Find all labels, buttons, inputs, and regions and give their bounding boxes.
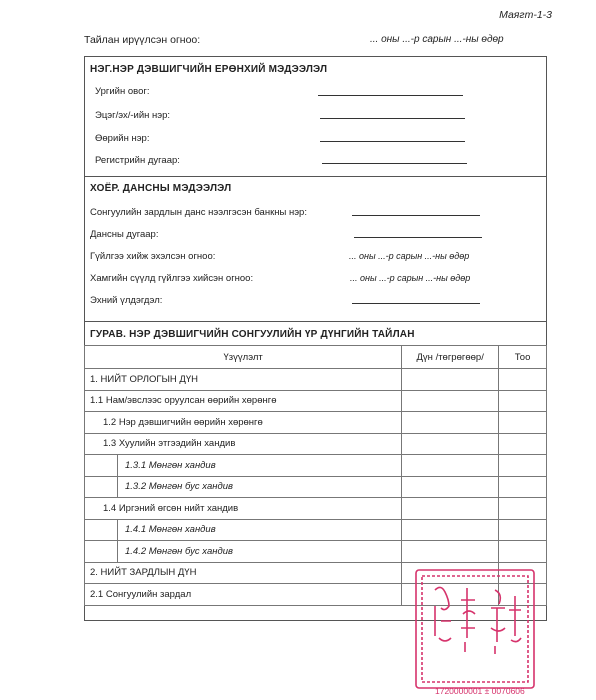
- first-transaction-date[interactable]: ... оны ...-р сарын ...-ны өдөр: [349, 251, 470, 261]
- table-row: [85, 455, 547, 477]
- section3-title: ГУРАВ. НЭР ДЭВШИГЧИЙН СОНГУУЛИЙН ҮР ДҮНГИЙН ТАЙЛАН: [90, 329, 415, 340]
- row-label: 1.1 Нам/эвслээс оруулсан өөрийн хөрөнгө: [85, 390, 402, 412]
- count-header: Тоо: [499, 346, 547, 369]
- table-row: [85, 369, 547, 391]
- row-label: 1.3.2 Мөнгөн бус хандив: [85, 476, 402, 498]
- amount-cell[interactable]: [402, 412, 499, 434]
- stamp-script-1: [435, 587, 451, 641]
- stamp-number: 1720000001 ± 0070606: [435, 686, 525, 696]
- bank-name-label: Сонгуулийн зардлын данс нээлгэсэн банкны нэр:: [90, 207, 307, 218]
- register-number-field[interactable]: [322, 163, 467, 164]
- first-transaction-label: Гүйлгээ хийж эхэлсэн огноо:: [90, 251, 216, 262]
- stamp-inner-border: [422, 576, 528, 682]
- amount-cell[interactable]: [402, 390, 499, 412]
- official-stamp: [411, 566, 539, 698]
- last-transaction-date[interactable]: ... оны ...-р сарын ...-ны өдөр: [350, 273, 471, 283]
- account-number-field[interactable]: [354, 237, 482, 238]
- row-label: 2. НИЙТ ЗАРДЛЫН ДҮН: [85, 562, 402, 584]
- report-date-value: ... оны ...-р сарын ...-ны өдөр: [370, 34, 504, 45]
- amount-header: Дүн /төгрөгөөр/: [402, 346, 499, 369]
- bank-name-field[interactable]: [352, 215, 480, 216]
- amount-cell[interactable]: [402, 476, 499, 498]
- table-row: [85, 433, 547, 455]
- stamp-script-2: [461, 588, 475, 652]
- report-date-label: Тайлан ирүүлсэн огноо:: [84, 34, 201, 46]
- table-row: [85, 412, 547, 434]
- count-cell[interactable]: [499, 498, 547, 520]
- row-label: 1.4.2 Мөнгөн бус хандив: [85, 541, 402, 563]
- table-row: [85, 519, 547, 541]
- table-row: [85, 498, 547, 520]
- opening-balance-field[interactable]: [352, 303, 480, 304]
- row-label: 1.4 Иргэний өгсөн нийт хандив: [85, 498, 402, 520]
- table-row: [85, 390, 547, 412]
- table-header-row: [85, 346, 547, 369]
- count-cell[interactable]: [499, 541, 547, 563]
- amount-cell[interactable]: [402, 433, 499, 455]
- count-cell[interactable]: [499, 455, 547, 477]
- count-cell[interactable]: [499, 476, 547, 498]
- account-number-label: Дансны дугаар:: [90, 229, 159, 240]
- row-label: 1.3 Хуулийн этгээдийн хандив: [85, 433, 402, 455]
- section-divider: [84, 176, 547, 177]
- section1-title: НЭГ.НЭР ДЭВШИГЧИЙН ЕРӨНХИЙ МЭДЭЭЛЭЛ: [90, 64, 328, 75]
- amount-cell[interactable]: [402, 519, 499, 541]
- row-label: 1.4.1 Мөнгөн хандив: [85, 519, 402, 541]
- parent-name-field[interactable]: [320, 118, 465, 119]
- surname-label: Ургийн овог:: [95, 86, 150, 97]
- table-row: [85, 476, 547, 498]
- amount-cell[interactable]: [402, 541, 499, 563]
- stamp-script-4: [509, 596, 521, 642]
- row-label: 1. НИЙТ ОРЛОГЫН ДҮН: [85, 369, 402, 391]
- stamp-outer-border: [416, 570, 534, 688]
- amount-cell[interactable]: [402, 369, 499, 391]
- amount-cell[interactable]: [402, 455, 499, 477]
- table-row: [85, 541, 547, 563]
- surname-field[interactable]: [318, 95, 463, 96]
- given-name-label: Өөрийн нэр:: [95, 133, 150, 144]
- row-label: 1.2 Нэр дэвшигчийн өөрийн хөрөнгө: [85, 412, 402, 434]
- stamp-script-3: [491, 590, 505, 654]
- section-divider: [84, 321, 547, 322]
- count-cell[interactable]: [499, 519, 547, 541]
- count-cell[interactable]: [499, 390, 547, 412]
- count-cell[interactable]: [499, 433, 547, 455]
- count-cell[interactable]: [499, 412, 547, 434]
- row-label: 2.1 Сонгуулийн зардал: [85, 584, 402, 606]
- given-name-field[interactable]: [320, 141, 465, 142]
- parent-name-label: Эцэг/эх/-ийн нэр:: [95, 110, 171, 121]
- form-id: Маягт-1-3: [499, 9, 552, 21]
- indicator-header: Үзүүлэлт: [85, 346, 402, 369]
- row-label: 1.3.1 Мөнгөн хандив: [85, 455, 402, 477]
- count-cell[interactable]: [499, 369, 547, 391]
- section2-title: ХОЁР. ДАНСНЫ МЭДЭЭЛЭЛ: [90, 183, 232, 194]
- amount-cell[interactable]: [402, 498, 499, 520]
- register-number-label: Регистрийн дугаар:: [95, 155, 180, 166]
- opening-balance-label: Эхний үлдэгдэл:: [90, 295, 163, 306]
- last-transaction-label: Хамгийн сүүлд гүйлгээ хийсэн огноо:: [90, 273, 254, 284]
